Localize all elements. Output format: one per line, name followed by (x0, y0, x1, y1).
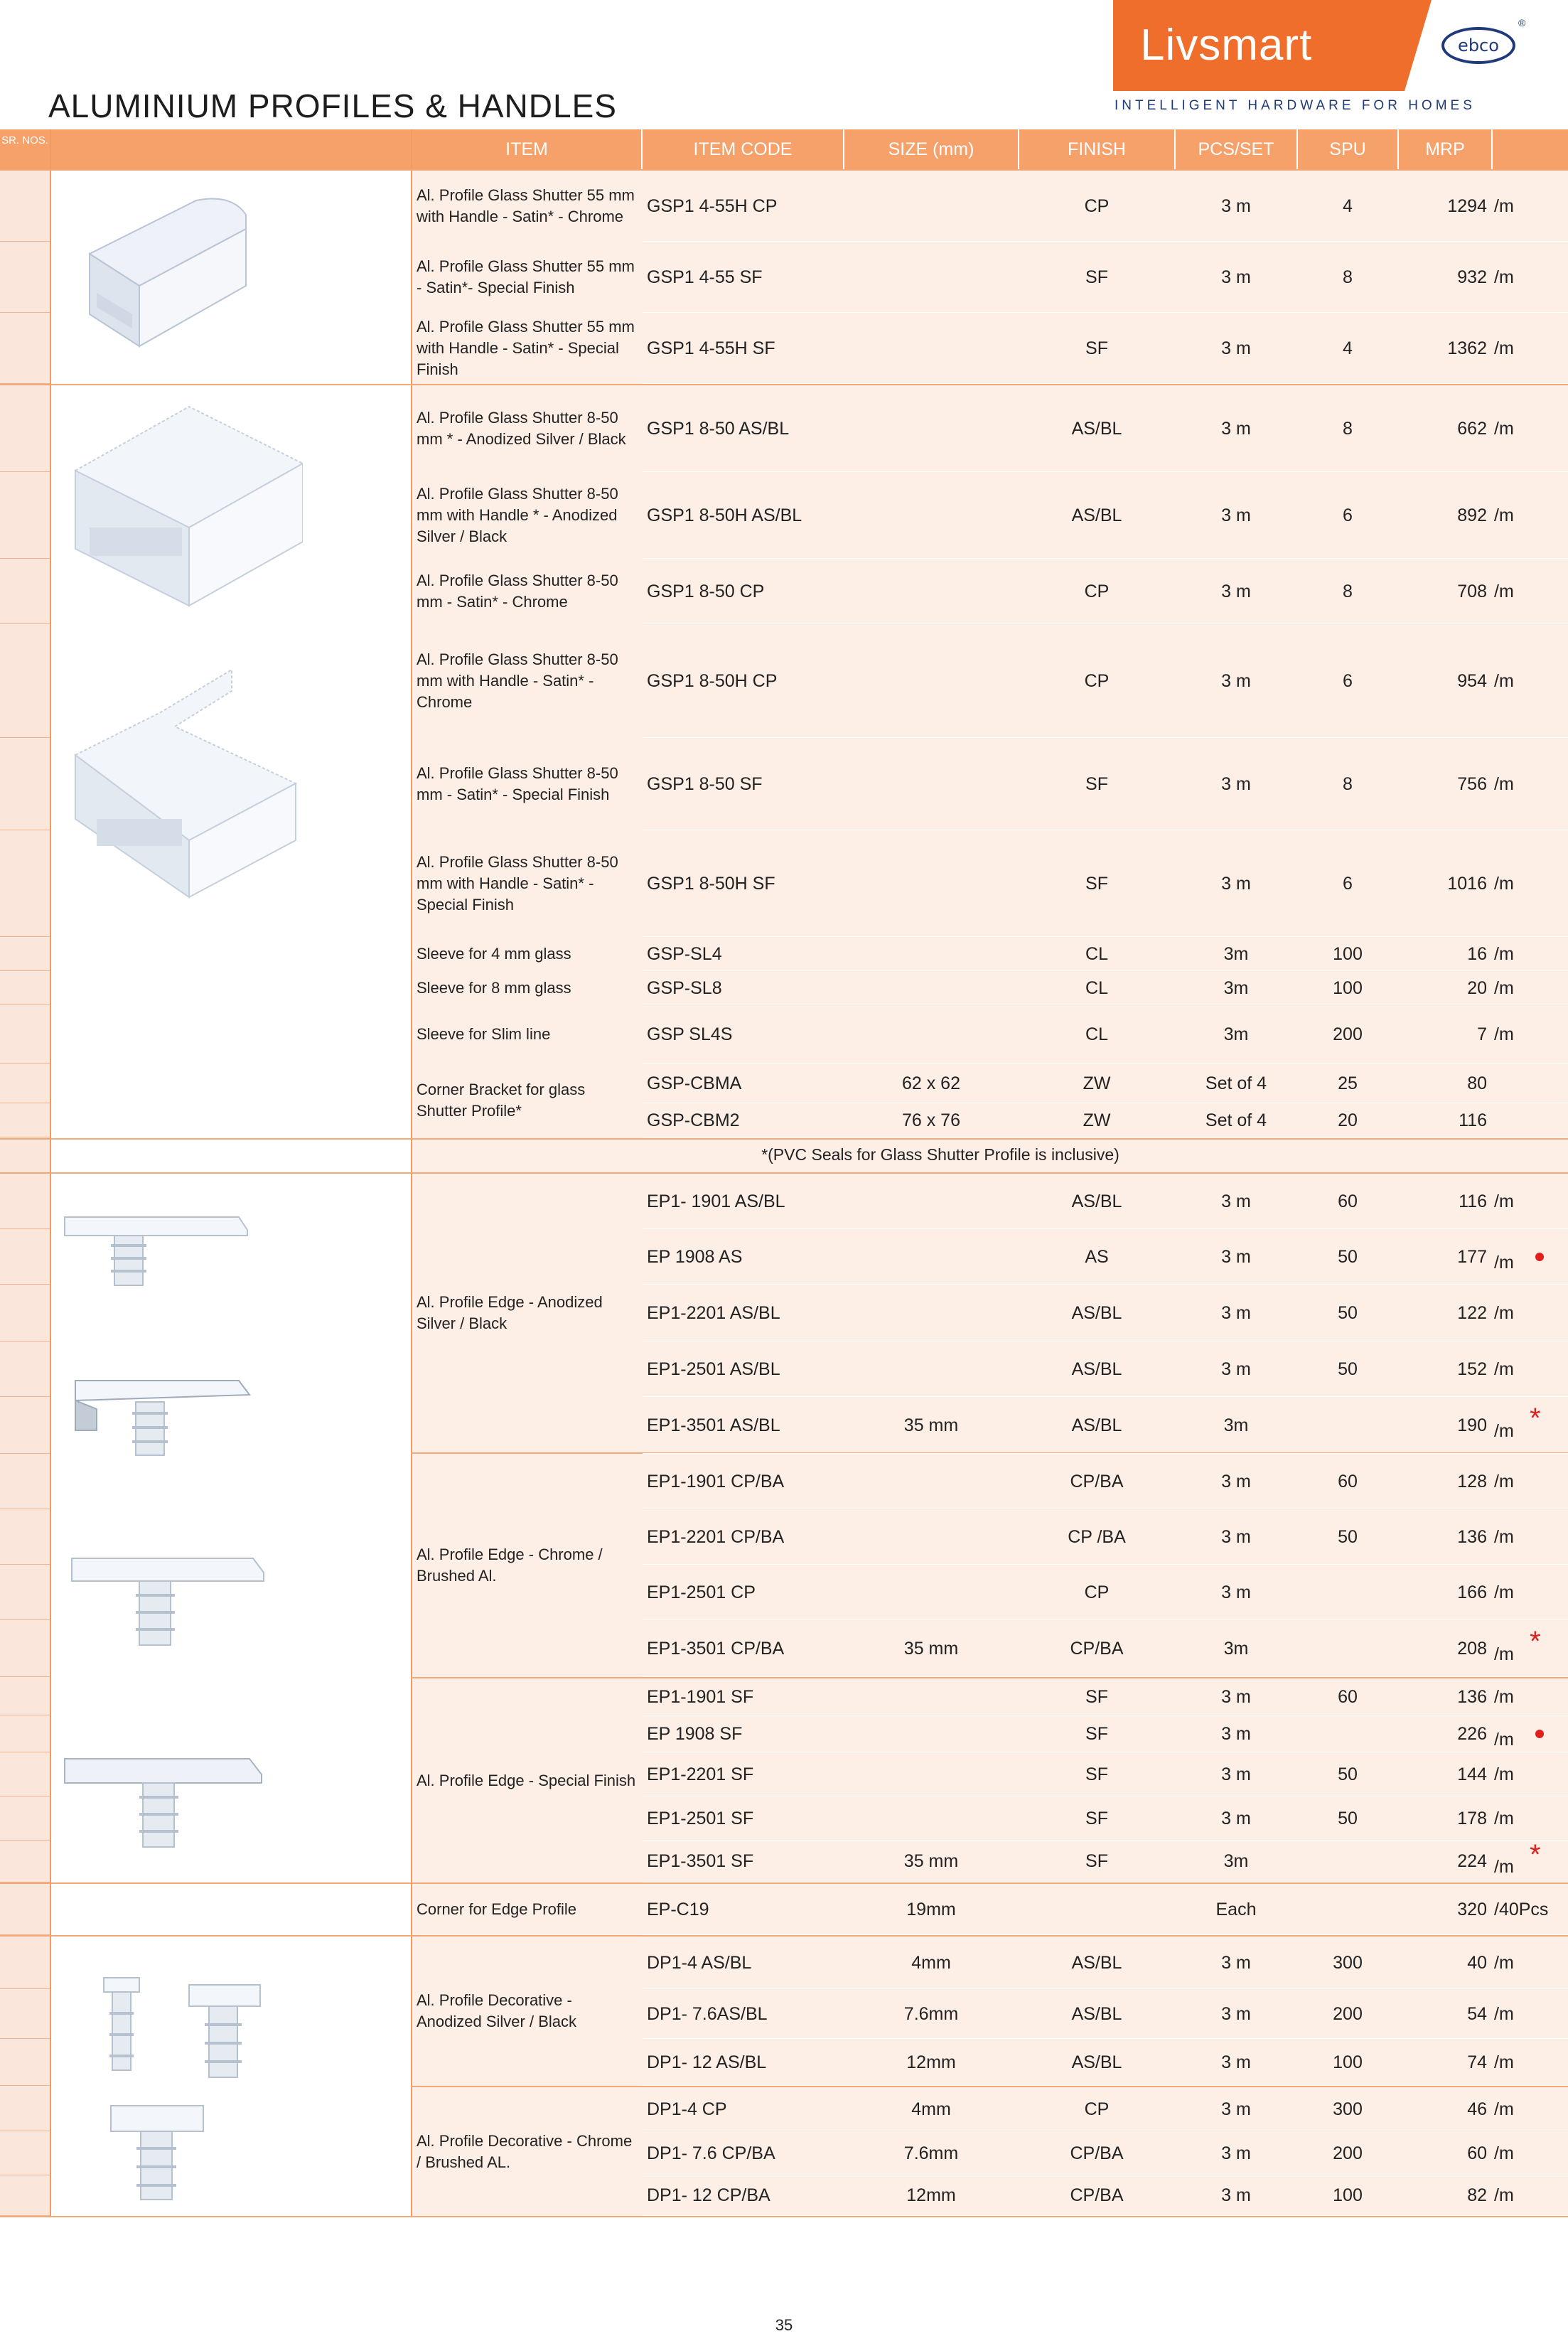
item-spu (1298, 1841, 1397, 1882)
item-mrp: 208 (1457, 1639, 1487, 1659)
item-description: Sleeve for 4 mm glass (417, 945, 571, 963)
item-size: 35 mm (903, 1639, 959, 1659)
item-unit: /m (1494, 1472, 1514, 1491)
item-description: Al. Profile Glass Shutter 8-50 mm * - Anodized Silver / Black (417, 409, 626, 448)
item-description: Sleeve for Slim line (417, 1025, 551, 1043)
item-mrp: 128 (1457, 1472, 1487, 1491)
item-description: Sleeve for 8 mm glass (417, 979, 571, 997)
item-code: DP1- 7.6 CP/BA (647, 2143, 775, 2163)
item-description: Corner Bracket for glass Shutter Profile* (417, 1081, 586, 1120)
item-mrp: 954 (1457, 671, 1487, 691)
item-code: DP1- 12 AS/BL (647, 2052, 767, 2072)
item-unit: /m (1494, 1730, 1514, 1750)
item-finish: SF (1085, 1724, 1108, 1744)
item-mrp: 16 (1467, 944, 1487, 964)
item-unit: /m (1494, 2143, 1514, 2163)
item-code: EP1-2501 AS/BL (647, 1359, 780, 1379)
item-code: EP1- 1901 AS/BL (647, 1191, 785, 1211)
item-unit: /m (1494, 1191, 1514, 1211)
item-mrp: 152 (1457, 1359, 1487, 1379)
item-size: 35 mm (903, 1415, 959, 1435)
item-unit: /m (1494, 1253, 1514, 1273)
item-spu: 4 (1343, 196, 1353, 216)
item-size (844, 738, 1018, 830)
item-mrp: 74 (1467, 2052, 1487, 2072)
item-unit: /m (1494, 2185, 1514, 2205)
item-unit: /m (1494, 1527, 1514, 1547)
item-spu: 100 (1333, 944, 1363, 964)
item-finish: AS/BL (1071, 2052, 1122, 2072)
item-code: GSP1 4-55H CP (647, 196, 778, 216)
item-unit: /m (1494, 1644, 1514, 1664)
item-unit: /m (1494, 978, 1514, 998)
item-pcs: 3m (1223, 944, 1249, 964)
item-mrp: 82 (1467, 2185, 1487, 2205)
item-code: GSP-CBMA (647, 1073, 742, 1093)
item-pcs: 3 m (1221, 1764, 1251, 1784)
item-pcs: 3 m (1221, 1247, 1251, 1267)
edge-profile-2501-image (68, 1544, 267, 1651)
item-pcs: 3 m (1221, 1809, 1251, 1828)
table-note: *(PVC Seals for Glass Shutter Profile is inclusive) (761, 1145, 1119, 1164)
red-dot-marker (1535, 1253, 1544, 1261)
header-mrp: MRP (1425, 139, 1465, 159)
item-pcs: 3 m (1221, 2004, 1251, 2024)
item-pcs: 3 m (1221, 671, 1251, 691)
item-pcs: 3 m (1221, 505, 1251, 525)
item-mrp: 320 (1457, 1900, 1487, 1919)
item-unit: /m (1494, 1024, 1514, 1044)
item-mrp: 116 (1459, 1191, 1487, 1211)
header-finish: FINISH (1068, 139, 1126, 159)
item-pcs: 3 m (1221, 267, 1251, 287)
item-unit: /m (1494, 196, 1514, 216)
item-finish: AS/BL (1071, 505, 1122, 525)
item-finish: SF (1085, 267, 1108, 287)
item-mrp: 116 (1459, 1110, 1487, 1130)
item-pcs: 3 m (1221, 2052, 1251, 2072)
item-pcs: 3 m (1221, 2143, 1251, 2163)
item-mrp: 224 (1457, 1851, 1487, 1871)
item-spu: 100 (1333, 2052, 1363, 2072)
item-description: Al. Profile Glass Shutter 8-50 mm - Satin* - Chrome (417, 572, 618, 611)
item-code: DP1- 7.6AS/BL (647, 2004, 768, 2024)
item-unit: /m (1494, 1303, 1514, 1323)
edge-profile-2201-image (68, 1366, 253, 1459)
item-pcs: 3 m (1221, 1359, 1251, 1379)
item-pcs: 3 m (1221, 1191, 1251, 1211)
item-finish: CP/BA (1070, 1639, 1124, 1659)
item-pcs: 3m (1223, 1639, 1249, 1659)
item-pcs: 3 m (1221, 196, 1251, 216)
item-spu: 100 (1333, 2185, 1363, 2205)
item-pcs: 3 m (1221, 1687, 1251, 1707)
item-code: EP-C19 (647, 1900, 709, 1919)
item-size (844, 971, 1018, 1005)
item-mrp: 40 (1467, 1953, 1487, 1973)
livsmart-logo-text: Livsmart (1140, 21, 1313, 70)
item-finish: SF (1085, 1687, 1108, 1707)
page-title: ALUMINIUM PROFILES & HANDLES (48, 87, 617, 124)
item-mrp: 178 (1457, 1809, 1487, 1828)
ebco-logo: ebco ® (1434, 6, 1527, 85)
header-item: ITEM (505, 139, 548, 159)
item-spu: 200 (1333, 2143, 1363, 2163)
item-spu: 8 (1343, 419, 1353, 439)
item-size: 4mm (911, 1953, 951, 1973)
item-spu: 50 (1338, 1303, 1358, 1323)
item-description: Al. Profile Glass Shutter 8-50 mm with Handle - Satin* - Chrome (417, 650, 618, 711)
item-unit: /m (1494, 1421, 1514, 1441)
item-pcs: 3 m (1221, 1472, 1251, 1491)
item-finish: AS/BL (1071, 1953, 1122, 1973)
item-code: GSP1 8-50H AS/BL (647, 505, 802, 525)
item-spu: 300 (1333, 1953, 1363, 1973)
red-dot-marker (1535, 1730, 1544, 1738)
item-description: Al. Profile Glass Shutter 55 mm - Satin*- Special Finish (417, 257, 635, 296)
item-mrp: 54 (1467, 2004, 1487, 2024)
item-finish: AS/BL (1071, 1303, 1122, 1323)
item-pcs: 3m (1223, 1851, 1249, 1871)
item-description: Al. Profile Glass Shutter 8-50 mm with Handle - Satin* -Special Finish (417, 853, 618, 914)
item-description: Al. Profile Edge - Chrome / Brushed Al. (417, 1546, 603, 1585)
item-unit: /m (1494, 582, 1514, 601)
item-size (844, 385, 1018, 472)
item-unit: /m (1494, 774, 1514, 794)
item-spu: 8 (1343, 582, 1353, 601)
item-finish: SF (1085, 1809, 1108, 1828)
item-code: GSP1 8-50 SF (647, 774, 763, 794)
item-spu: 50 (1338, 1247, 1358, 1267)
item-code: EP1-2201 AS/BL (647, 1303, 780, 1323)
item-code: EP1-2501 SF (647, 1809, 754, 1828)
item-size (844, 624, 1018, 738)
item-spu (1298, 1620, 1397, 1677)
item-size (844, 472, 1018, 559)
item-size (844, 1285, 1018, 1341)
item-mrp: 1016 (1447, 874, 1487, 894)
red-star-marker: * (1530, 1403, 1541, 1434)
item-size (844, 937, 1018, 971)
item-finish: CP/BA (1070, 2143, 1124, 2163)
item-spu: 6 (1343, 874, 1353, 894)
item-mrp: 46 (1467, 2099, 1487, 2119)
item-unit: /m (1494, 1809, 1514, 1828)
item-finish: CL (1085, 978, 1108, 998)
item-spu: 200 (1333, 1024, 1363, 1044)
item-size (844, 1005, 1018, 1064)
item-spu: 6 (1343, 505, 1353, 525)
item-pcs: 3m (1223, 1024, 1249, 1044)
item-spu (1298, 1715, 1397, 1752)
item-code: GSP-CBM2 (647, 1110, 740, 1130)
item-size (844, 559, 1018, 624)
item-mrp: 60 (1467, 2143, 1487, 2163)
item-size (844, 1796, 1018, 1841)
item-unit: /m (1494, 1582, 1514, 1602)
item-size: 76 x 76 (901, 1110, 960, 1130)
item-finish: CP (1084, 671, 1110, 691)
edge-profile-1901-image (61, 1203, 253, 1288)
item-finish: CL (1085, 944, 1108, 964)
item-spu: 25 (1338, 1073, 1358, 1093)
item-mrp: 144 (1457, 1764, 1487, 1784)
item-code: EP1-2501 CP (647, 1582, 756, 1602)
item-size: 7.6mm (903, 2004, 959, 2024)
item-pcs: 3 m (1221, 1527, 1251, 1547)
item-finish: CP/BA (1070, 2185, 1124, 2205)
item-code: EP1-3501 AS/BL (647, 1415, 780, 1435)
item-size (844, 1174, 1018, 1229)
item-code: EP1-3501 SF (647, 1851, 754, 1871)
item-mrp: 136 (1457, 1527, 1487, 1547)
item-unit: /m (1494, 1953, 1514, 1973)
item-spu: 200 (1333, 2004, 1363, 2024)
item-unit: /40Pcs (1494, 1900, 1549, 1919)
item-pcs: 3 m (1221, 1303, 1251, 1323)
item-spu: 60 (1338, 1687, 1358, 1707)
item-mrp: 756 (1457, 774, 1487, 794)
item-finish: AS/BL (1071, 1415, 1122, 1435)
item-spu (1298, 1565, 1397, 1620)
item-spu (1298, 1884, 1397, 1935)
red-star-marker: * (1530, 1626, 1541, 1657)
item-pcs: 3 m (1221, 582, 1251, 601)
item-unit (1494, 1103, 1565, 1137)
item-size (844, 1509, 1018, 1565)
item-finish: ZW (1083, 1110, 1111, 1130)
item-description: Al. Profile Glass Shutter 8-50 mm - Satin* - Special Finish (417, 764, 618, 803)
item-mrp: 136 (1457, 1687, 1487, 1707)
item-pcs: 3 m (1221, 419, 1251, 439)
item-code: EP1-2201 CP/BA (647, 1527, 785, 1547)
item-size (844, 1752, 1018, 1796)
item-pcs: 3 m (1221, 1953, 1251, 1973)
item-finish: SF (1085, 874, 1108, 894)
item-description: Al. Profile Glass Shutter 8-50 mm with Handle * - Anodized Silver / Black (417, 485, 618, 545)
page-number: 35 (775, 2316, 793, 2334)
item-description: Al. Profile Glass Shutter 55 mm with Handle - Satin* - Special Finish (417, 318, 635, 378)
item-code: DP1-4 CP (647, 2099, 727, 2119)
item-unit: /m (1494, 338, 1514, 358)
item-finish: AS/BL (1071, 2004, 1122, 2024)
item-mrp: 166 (1457, 1582, 1487, 1602)
item-finish: CP /BA (1068, 1527, 1126, 1547)
item-mrp: 662 (1457, 419, 1487, 439)
item-finish: AS/BL (1071, 1359, 1122, 1379)
item-finish: SF (1085, 338, 1108, 358)
item-code: EP 1908 AS (647, 1247, 743, 1267)
item-spu: 6 (1343, 671, 1353, 691)
edge-profile-3501-image (61, 1743, 267, 1850)
item-spu: 60 (1338, 1472, 1358, 1491)
item-spu: 50 (1338, 1527, 1358, 1547)
item-pcs: 3 m (1221, 338, 1251, 358)
item-size (844, 1454, 1018, 1509)
item-description: Al. Profile Edge - Anodized Silver / Black (417, 1293, 603, 1332)
item-finish: AS/BL (1071, 419, 1122, 439)
item-size (844, 313, 1018, 384)
item-code: GSP1 8-50 AS/BL (647, 419, 790, 439)
item-size (844, 1715, 1018, 1752)
item-description: Corner for Edge Profile (417, 1900, 576, 1918)
glass-shutter-8-50-handle-profile-image (68, 648, 303, 904)
item-size: 62 x 62 (901, 1073, 960, 1093)
item-size: 19mm (906, 1900, 956, 1919)
item-spu (1298, 1397, 1397, 1454)
item-size (844, 1341, 1018, 1397)
item-unit: /m (1494, 1359, 1514, 1379)
item-code: GSP SL4S (647, 1024, 733, 1044)
item-finish: SF (1085, 1851, 1108, 1871)
item-mrp: 932 (1457, 267, 1487, 287)
header-code: ITEM CODE (693, 139, 793, 159)
item-pcs: 3 m (1221, 1724, 1251, 1744)
item-mrp: 80 (1467, 1073, 1487, 1093)
item-spu: 300 (1333, 2099, 1363, 2119)
item-description: Al. Profile Decorative - Anodized Silver / Black (417, 1991, 576, 2030)
item-code: GSP1 4-55H SF (647, 338, 775, 358)
item-pcs: Set of 4 (1205, 1110, 1267, 1130)
item-unit: /m (1494, 419, 1514, 439)
item-code: GSP-SL4 (647, 944, 722, 964)
item-spu: 60 (1338, 1191, 1358, 1211)
item-unit: /m (1494, 944, 1514, 964)
item-size (844, 171, 1018, 242)
item-code: GSP1 4-55 SF (647, 267, 763, 287)
ebco-logo-text: ebco (1458, 36, 1499, 55)
item-spu: 20 (1338, 1110, 1358, 1130)
item-code: EP1-2201 SF (647, 1764, 754, 1784)
item-pcs: Set of 4 (1205, 1073, 1267, 1093)
item-mrp: 1294 (1447, 196, 1487, 216)
item-code: DP1- 12 CP/BA (647, 2185, 770, 2205)
item-pcs: Each (1215, 1900, 1257, 1919)
item-code: DP1-4 AS/BL (647, 1953, 752, 1973)
item-code: EP1-3501 CP/BA (647, 1639, 785, 1659)
item-unit: /m (1494, 267, 1514, 287)
item-spu: 50 (1338, 1809, 1358, 1828)
item-mrp: 892 (1457, 505, 1487, 525)
item-pcs: 3 m (1221, 2099, 1251, 2119)
item-size (844, 1678, 1018, 1715)
red-star-marker: * (1530, 1838, 1541, 1870)
item-unit: /m (1494, 2099, 1514, 2119)
item-unit: /m (1494, 1764, 1514, 1784)
item-mrp: 226 (1457, 1724, 1487, 1744)
header-sr: SR. NOS. (1, 134, 48, 146)
item-spu: 8 (1343, 267, 1353, 287)
item-size: 35 mm (903, 1851, 959, 1871)
item-mrp: 708 (1457, 582, 1487, 601)
brand-tagline: INTELLIGENT HARDWARE FOR HOMES (1115, 98, 1476, 113)
item-description: Al. Profile Decorative - Chrome / Brushed AL. (417, 2131, 633, 2171)
item-finish: SF (1085, 774, 1108, 794)
item-spu: 50 (1338, 1764, 1358, 1784)
header-spu: SPU (1329, 139, 1366, 159)
item-pcs: 3 m (1221, 1582, 1251, 1602)
glass-shutter-8-50-profile-image (68, 392, 303, 627)
item-pcs: 3 m (1221, 874, 1251, 894)
item-description: Al. Profile Glass Shutter 55 mm with Handle - Satin* - Chrome (417, 186, 635, 225)
item-finish: CP (1084, 196, 1110, 216)
item-pcs: 3 m (1221, 2185, 1251, 2205)
header-size: SIZE (mm) (888, 139, 974, 159)
item-unit: /m (1494, 2004, 1514, 2024)
item-unit: /m (1494, 1687, 1514, 1707)
item-unit: /m (1494, 874, 1514, 894)
glass-shutter-55-profile-image (68, 186, 289, 350)
item-finish: CL (1085, 1024, 1108, 1044)
item-code: GSP-SL8 (647, 978, 722, 998)
item-size: 7.6mm (903, 2143, 959, 2163)
item-size (844, 1565, 1018, 1620)
item-code: GSP1 8-50H SF (647, 874, 775, 894)
item-spu: 50 (1338, 1359, 1358, 1379)
brand-logo (1113, 0, 1532, 91)
item-finish: CP/BA (1070, 1472, 1124, 1491)
item-code: GSP1 8-50 CP (647, 582, 765, 601)
item-finish: ZW (1083, 1073, 1111, 1093)
item-pcs: 3m (1223, 1415, 1249, 1435)
item-mrp: 20 (1467, 978, 1487, 998)
item-mrp: 7 (1477, 1024, 1487, 1044)
item-finish: CP (1084, 582, 1110, 601)
item-description: Al. Profile Edge - Special Finish (417, 1771, 636, 1789)
item-pcs: 3 m (1221, 774, 1251, 794)
item-pcs: 3m (1223, 978, 1249, 998)
item-mrp: 190 (1457, 1415, 1487, 1435)
item-unit (1494, 1064, 1565, 1103)
item-mrp: 177 (1457, 1247, 1487, 1267)
item-code: EP 1908 SF (647, 1724, 743, 1744)
item-spu: 8 (1343, 774, 1353, 794)
item-finish: AS (1085, 1247, 1109, 1267)
item-code: EP1-1901 SF (647, 1687, 754, 1707)
item-finish: CP (1084, 1582, 1110, 1602)
item-finish: AS/BL (1071, 1191, 1122, 1211)
item-size: 12mm (906, 2185, 956, 2205)
decorative-profiles-image (97, 1971, 281, 2205)
item-mrp: 122 (1457, 1303, 1487, 1323)
item-spu: 100 (1333, 978, 1363, 998)
item-unit: /m (1494, 2052, 1514, 2072)
item-size (844, 830, 1018, 937)
item-size (844, 1229, 1018, 1285)
item-size (844, 242, 1018, 313)
item-spu: 4 (1343, 338, 1353, 358)
item-code: EP1-1901 CP/BA (647, 1472, 785, 1491)
item-size: 12mm (906, 2052, 956, 2072)
item-finish: CP (1084, 2099, 1110, 2119)
item-unit: /m (1494, 1857, 1514, 1877)
item-mrp: 1362 (1447, 338, 1487, 358)
item-size: 4mm (911, 2099, 951, 2119)
item-unit: /m (1494, 671, 1514, 691)
item-code: GSP1 8-50H CP (647, 671, 778, 691)
header-pcs: PCS/SET (1198, 139, 1274, 159)
item-finish: SF (1085, 1764, 1108, 1784)
item-finish (1019, 1884, 1174, 1935)
item-unit: /m (1494, 505, 1514, 525)
price-table (0, 129, 1568, 2216)
